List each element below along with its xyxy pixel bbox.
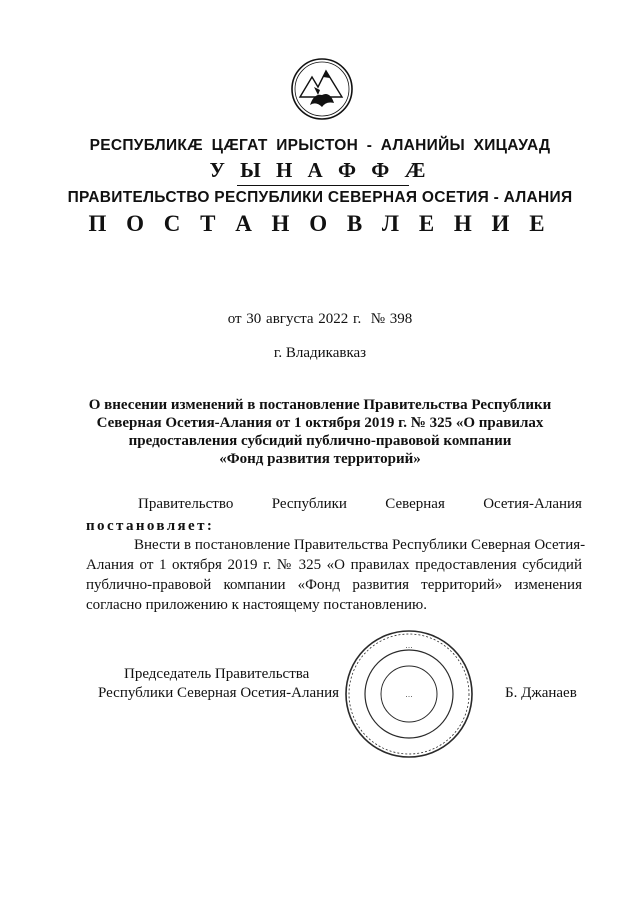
document-type-russian: П О С Т А Н О В Л Е Н И Е [88,211,552,236]
document-type-ossetian: У Ы Н А Ф Ф Ӕ [209,158,431,182]
document-title-line: «Фонд развития территорий» [219,451,421,467]
signatory-position: Председатель Правительства [124,666,310,682]
stamp-ring-text: … [405,641,413,650]
body-text-line: Алания от 1 октября 2019 г. № 325 «О правилах предоставления субсидий [86,557,582,573]
header-divider [237,185,409,186]
body-text-line: согласно приложению к настоящему постановлению. [86,597,427,613]
signer-name: Б. Джанаев [505,685,577,701]
intro-line [138,496,582,513]
document-title-line: О внесении изменений в постановление Правительства Республики [88,397,552,413]
body-text-line: публично-правовой компании «Фонд развития территорий» изменения [86,577,582,593]
intro-word: Республики [271,496,347,512]
official-stamp [343,628,475,760]
intro-word: Северная [385,496,445,512]
intro-word: Осетия-Алания [483,496,582,512]
city: г. Владикавказ [273,345,367,361]
document-title-line: Северная Осетия-Алания от 1 октября 2019 г. № 325 «О правилах [96,415,544,431]
intro-word: Правительство [138,496,234,512]
date-and-number: от 30 августа 2022 г. № 398 [227,311,413,327]
stamp-center-text: … [405,690,413,699]
coat-of-arms-emblem [290,57,354,121]
organization-name-russian: ПРАВИТЕЛЬСТВО РЕСПУБЛИКИ СЕВЕРНАЯ ОСЕТИЯ - АЛАНИЯ [67,189,573,206]
body-text-line: Внести в постановление Правительства Республики Северная Осетия- [134,537,586,553]
signatory-position: Республики Северная Осетия-Алания [98,685,340,701]
resolves-word: постановляет: [86,518,215,534]
document-title-line: предоставления субсидий публично-правовой компании [128,433,512,449]
organization-name-ossetian: РЕСПУБЛИКӔ ЦӔГАТ ИРЫСТОН - АЛАНИЙЫ ХИЦАУАД [89,137,551,154]
